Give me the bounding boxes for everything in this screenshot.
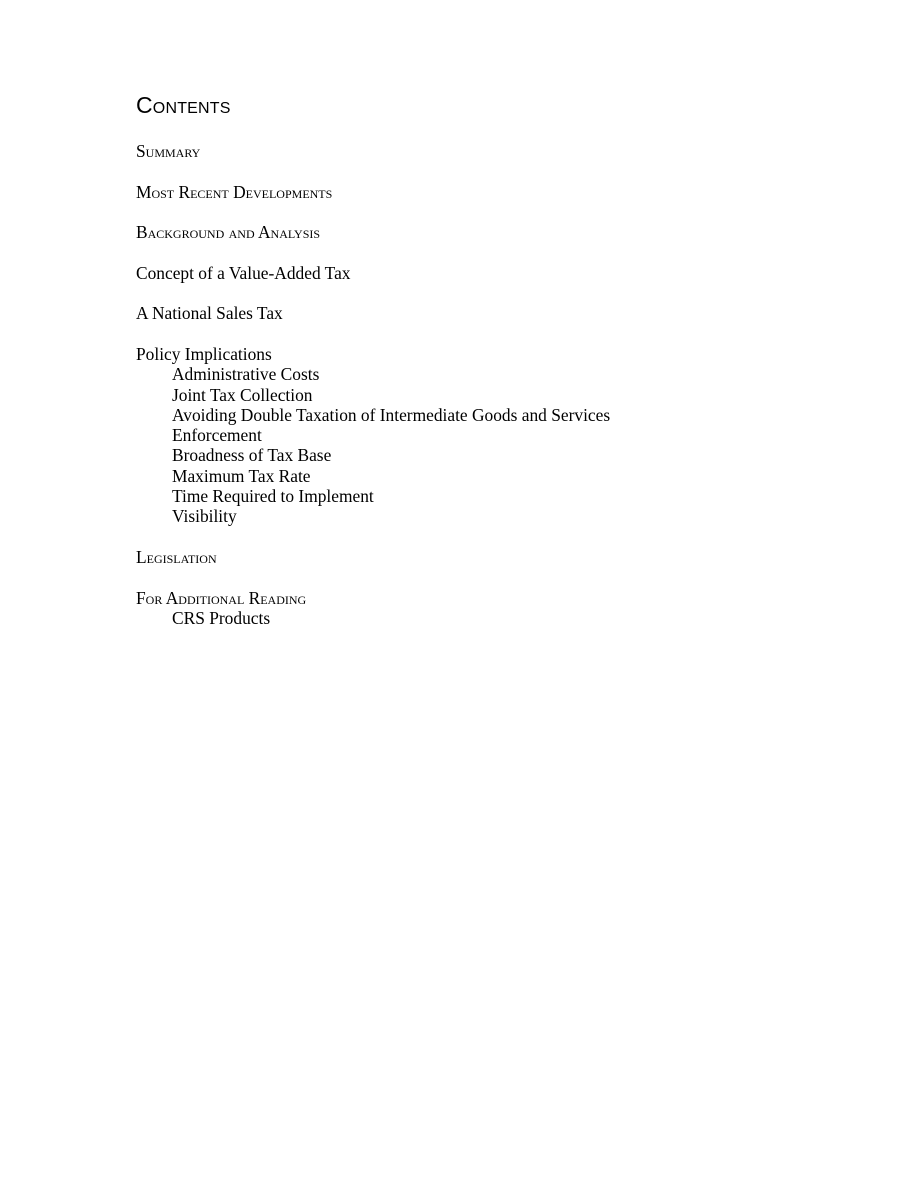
toc-entry-policy-implications[interactable]: Policy Implications <box>136 343 272 364</box>
table-of-contents <box>136 141 876 628</box>
toc-subentry-maximum-tax-rate[interactable]: Maximum Tax Rate <box>172 465 311 486</box>
contents-heading: Contents <box>136 92 231 118</box>
toc-entry-background-and-analysis[interactable]: Background and Analysis <box>136 222 321 243</box>
toc-subentry-time-required[interactable]: Time Required to Implement <box>172 486 374 507</box>
toc-entry-summary[interactable]: Summary <box>136 141 201 161</box>
toc-entry-most-recent-developments[interactable]: Most Recent Developments <box>136 181 333 202</box>
toc-entry-concept-of-vat[interactable]: Concept of a Value-Added Tax <box>136 262 351 283</box>
toc-entry-legislation[interactable]: Legislation <box>136 546 217 567</box>
toc-subentry-administrative-costs[interactable]: Administrative Costs <box>172 364 320 385</box>
toc-subentry-joint-tax-collection[interactable]: Joint Tax Collection <box>172 384 313 405</box>
toc-subentry-avoiding-double-taxation[interactable]: Avoiding Double Taxation of Intermediate Goods and Services <box>172 404 611 425</box>
toc-entry-for-additional-reading[interactable]: For Additional Reading <box>136 587 307 608</box>
toc-subentry-enforcement[interactable]: Enforcement <box>172 425 262 446</box>
toc-subentry-visibility[interactable]: Visibility <box>172 506 237 527</box>
toc-subentry-broadness-of-tax-base[interactable]: Broadness of Tax Base <box>172 445 332 466</box>
toc-entry-national-sales-tax[interactable]: A National Sales Tax <box>136 303 283 324</box>
toc-subentry-crs-products[interactable]: CRS Products <box>172 607 271 628</box>
